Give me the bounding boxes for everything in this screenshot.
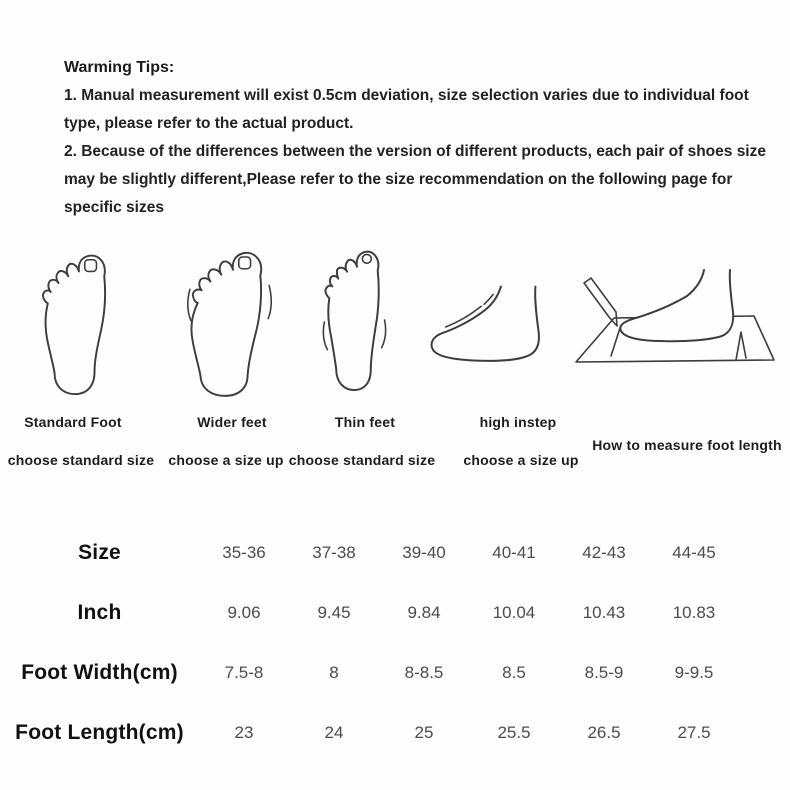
- heel-mark-tick: [736, 332, 746, 360]
- size-value: 35-36: [222, 543, 266, 562]
- tips-line: specific sizes: [64, 199, 164, 216]
- foot-width-value: 8.5-9: [584, 663, 624, 682]
- tips-line: 2. Because of the differences between the version of different products, each pair of shoes size: [64, 143, 766, 160]
- toe-mark-tick: [611, 328, 620, 356]
- size-value: 40-41: [492, 543, 536, 562]
- thin-emphasis-left: [323, 322, 327, 350]
- foot-on-paper-with-pencil-icon: [568, 268, 783, 373]
- high-instep-side-view-icon: [426, 283, 564, 369]
- wide-footprint-icon: [186, 247, 274, 401]
- foot-width-value: 8.5: [502, 663, 526, 682]
- warming-tips: [64, 54, 764, 222]
- inch-value: 10.04: [492, 603, 536, 622]
- row-label-inch: Inch: [77, 601, 122, 624]
- inch-value: 10.43: [582, 603, 626, 622]
- foot-length-value: 23: [234, 723, 254, 742]
- caption-high-instep: high instep: [479, 414, 557, 430]
- caption-how-to-measure: How to measure foot length: [592, 437, 782, 453]
- row-label-foot-length: Foot Length(cm): [15, 721, 184, 744]
- size-value: 37-38: [312, 543, 356, 562]
- advice-wider-feet: choose a size up: [168, 452, 284, 468]
- inch-value: 9.45: [317, 603, 351, 622]
- caption-standard-foot: Standard Foot: [24, 414, 122, 430]
- tips-line: 1. Manual measurement will exist 0.5cm deviation, size selection varies due to individual foot: [64, 87, 749, 104]
- foot-length-value: 25.5: [497, 723, 531, 742]
- row-label-foot-width: Foot Width(cm): [21, 661, 178, 684]
- pencil-icon: [584, 278, 617, 326]
- foot-width-value: 8-8.5: [404, 663, 444, 682]
- foot-width-value: 9-9.5: [674, 663, 714, 682]
- foot-width-value: 7.5-8: [224, 663, 264, 682]
- thin-emphasis-right: [382, 320, 386, 348]
- inch-value: 9.06: [227, 603, 261, 622]
- row-label-size: Size: [78, 541, 121, 564]
- inch-value: 10.83: [672, 603, 716, 622]
- tips-heading: Warming Tips:: [64, 59, 175, 76]
- advice-high-instep: choose a size up: [463, 452, 579, 468]
- tips-line: may be slightly different,Please refer to the size recommendation on the following page for: [64, 171, 733, 188]
- foot-length-value: 24: [324, 723, 344, 742]
- foot-length-value: 26.5: [587, 723, 621, 742]
- inch-value: 9.84: [407, 603, 441, 622]
- foot-width-value: 8: [329, 663, 339, 682]
- standard-footprint-icon: [37, 251, 117, 397]
- foot-length-value: 27.5: [677, 723, 711, 742]
- caption-wider-feet: Wider feet: [197, 414, 267, 430]
- size-value: 42-43: [582, 543, 626, 562]
- size-table: [0, 523, 739, 763]
- caption-thin-feet: Thin feet: [334, 414, 396, 430]
- advice-thin-feet: choose standard size: [288, 452, 436, 468]
- thin-footprint-icon: [320, 247, 390, 397]
- wide-emphasis-right: [268, 285, 271, 318]
- size-value: 39-40: [402, 543, 446, 562]
- wide-emphasis-left: [188, 289, 191, 320]
- size-value: 44-45: [672, 543, 716, 562]
- advice-standard-foot: choose standard size: [7, 452, 155, 468]
- foot-length-value: 25: [414, 723, 434, 742]
- tips-line: type, please refer to the actual product.: [64, 115, 354, 132]
